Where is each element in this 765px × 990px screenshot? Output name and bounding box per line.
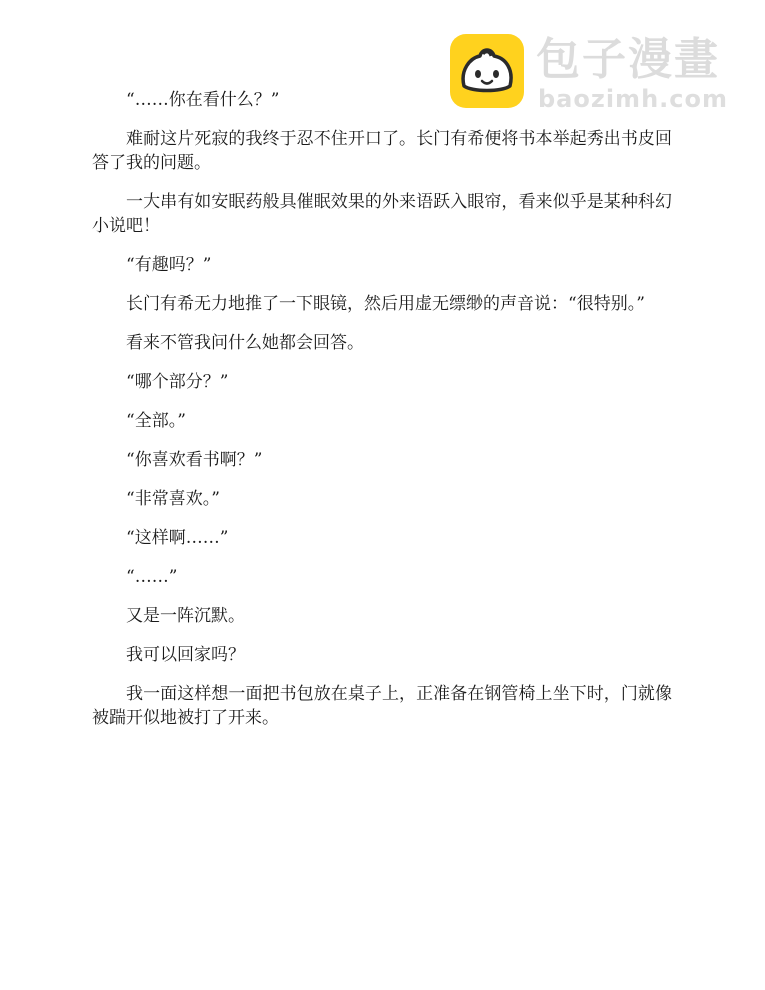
paragraph: 我可以回家吗？ (126, 645, 245, 665)
paragraph: “……你在看什么？” (126, 90, 280, 110)
paragraph: 一大串有如安眠药般具催眠效果的外来语跃入眼帘，看来似乎是某种科幻小说吧！ (92, 192, 672, 236)
paragraph: 难耐这片死寂的我终于忍不住开口了。长门有希便将书本举起秀出书皮回答了我的问题。 (92, 129, 672, 173)
paragraph: 看来不管我问什么她都会回答。 (126, 333, 364, 353)
watermark-title: 包子漫畫 (536, 34, 720, 85)
paragraph: 又是一阵沉默。 (126, 606, 245, 626)
paragraph: “……” (126, 567, 178, 587)
paragraph: “你喜欢看书啊？” (126, 450, 263, 470)
paragraph: “哪个部分？” (126, 372, 229, 392)
paragraph: 我一面这样想一面把书包放在桌子上，正准备在钢管椅上坐下时，门就像被踹开似地被打了开来。 (92, 684, 672, 728)
paragraph: “有趣吗？” (126, 255, 212, 275)
watermark-url: baozimh.com (538, 85, 728, 113)
novel-text (92, 88, 672, 745)
paragraph: “非常喜欢。” (126, 489, 220, 509)
paragraph: “全部。” (126, 411, 186, 431)
paragraph: “这样啊……” (126, 528, 229, 548)
paragraph: 长门有希无力地推了一下眼镜，然后用虚无缥缈的声音说：“很特别。” (126, 294, 645, 314)
